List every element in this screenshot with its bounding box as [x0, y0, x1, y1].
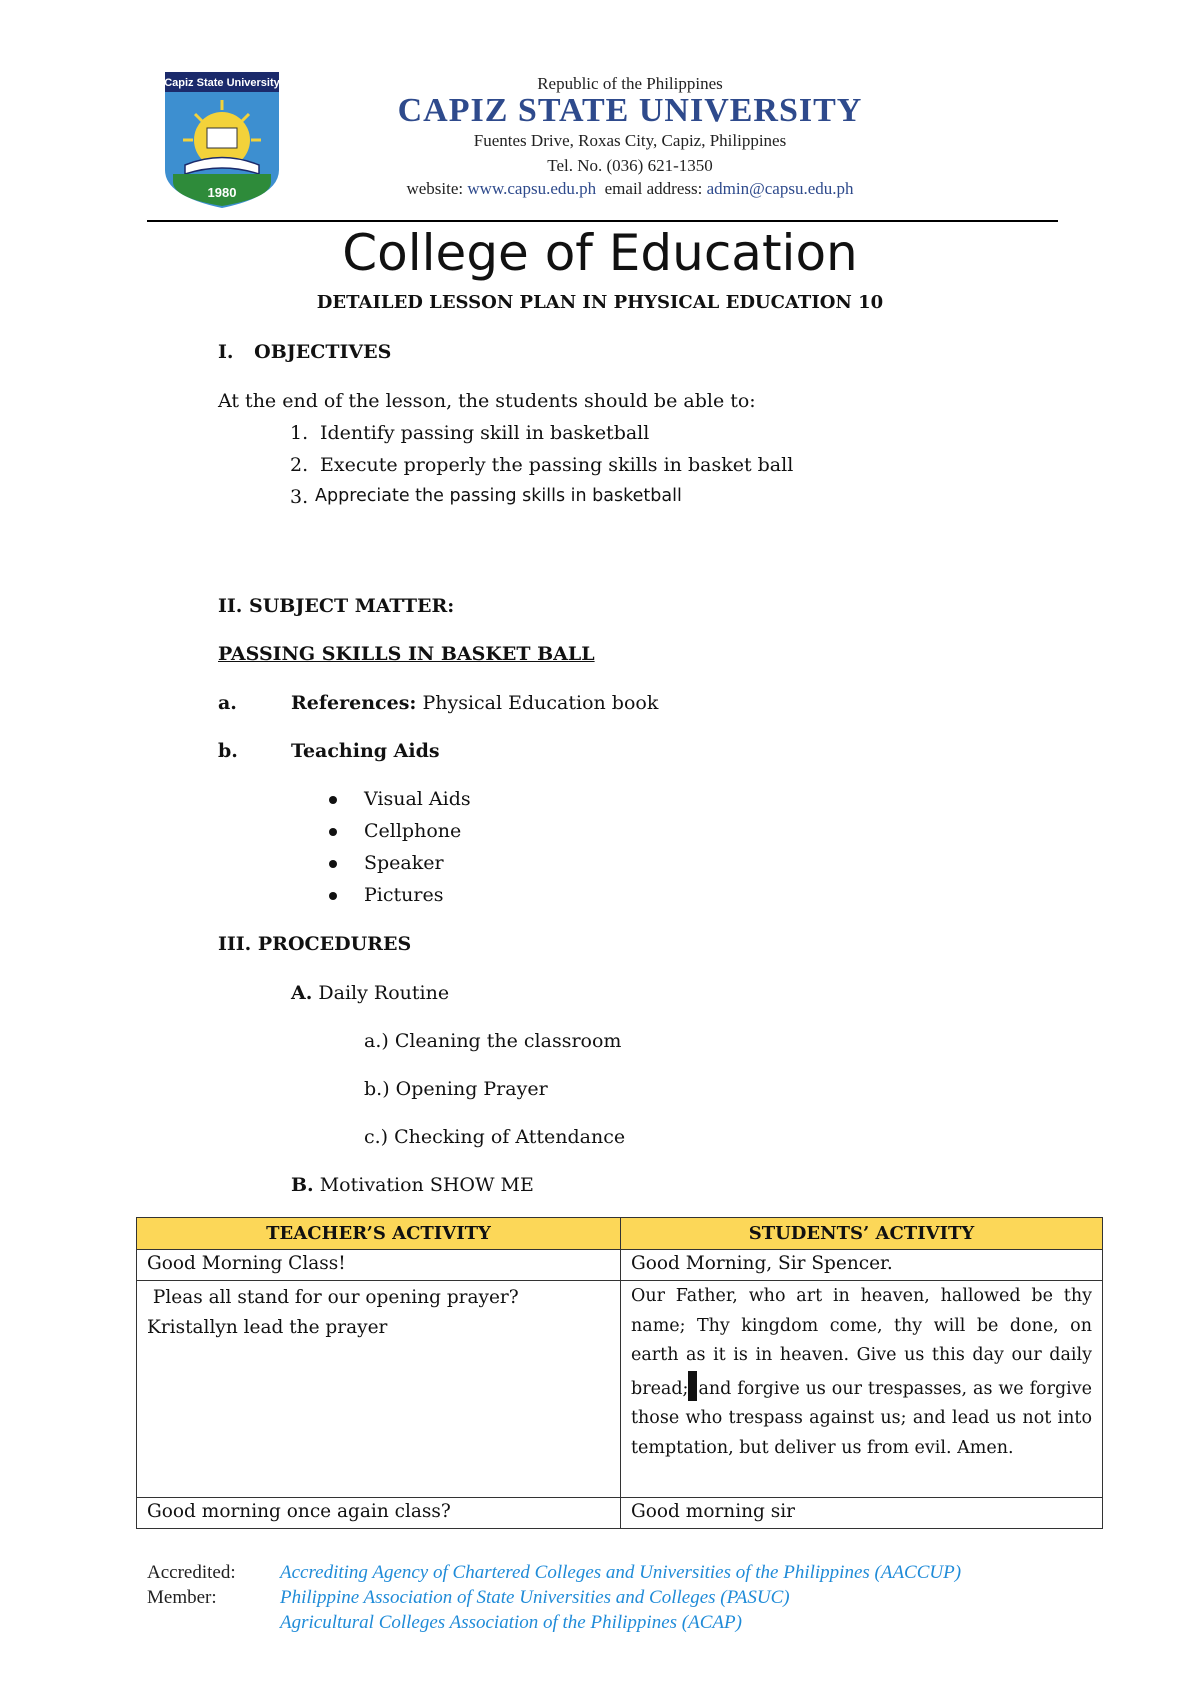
address-line: Fuentes Drive, Roxas City, Capiz, Philippines: [473, 131, 787, 150]
prayer-text-part1: Our Father, who art in heaven, hallowed be thy name; Thy kingdom come, thy will be done, on earth as it is in heaven. Give us this day our daily bread;: [631, 1286, 1092, 1399]
teaching-aids-label: Teaching Aids: [291, 740, 440, 762]
table-row: [137, 1281, 1103, 1498]
accredited-label: Accredited:: [147, 1562, 236, 1583]
activity-table: [136, 1217, 1103, 1529]
teacher-activity-header: TEACHER’S ACTIVITY: [137, 1218, 621, 1250]
student-cell: Good Morning, Sir Spencer.: [621, 1250, 1103, 1281]
objective-num-2: 2.: [290, 454, 309, 476]
references-letter: a.: [218, 692, 237, 714]
header-divider: [147, 220, 1058, 222]
teacher-cell: Good Morning Class!: [137, 1250, 621, 1281]
table-header-row: [137, 1218, 1103, 1250]
email-label: email address:: [604, 179, 703, 198]
students-activity-header: STUDENTS’ ACTIVITY: [621, 1218, 1103, 1250]
accredited-text: Accrediting Agency of Chartered Colleges and Universities of the Philippines (AACCUP): [280, 1562, 962, 1583]
procedures-heading: III. PROCEDURES: [218, 933, 412, 955]
teaching-aids-letter: b.: [218, 740, 238, 762]
routine-item: a.) Cleaning the classroom: [364, 1030, 622, 1052]
objectives-intro: At the end of the lesson, the students should be able to:: [218, 390, 756, 412]
objectives-heading: [218, 340, 391, 364]
text-cursor: [688, 1371, 697, 1401]
objective-text-1: Identify passing skill in basketball: [320, 422, 650, 444]
college-title: College of Education: [342, 224, 858, 282]
university-logo: [163, 70, 281, 210]
member-text: Philippine Association of State Universities and Colleges (PASUC): [280, 1587, 790, 1608]
references-line: [291, 691, 658, 715]
teacher-cell-line: Kristallyn lead the prayer: [147, 1317, 388, 1338]
routine-item: c.) Checking of Attendance: [364, 1126, 626, 1148]
contact-line: [330, 179, 930, 199]
teaching-aid-item: Cellphone: [364, 820, 462, 842]
student-cell: [621, 1281, 1103, 1498]
prayer-text-part2: and forgive us our trespasses, as we forgive those who trespass against us; and lead us not into temptation, but deliver us from evil. Amen.: [631, 1378, 1092, 1458]
table-row: [137, 1250, 1103, 1281]
logo-text: Capiz State University: [164, 77, 280, 89]
objective-num-3: 3.: [290, 486, 309, 508]
motivation-text: Motivation SHOW ME: [313, 1174, 534, 1196]
objective-text-3: Appreciate the passing skills in basketball: [315, 486, 682, 506]
telephone-line: Tel. No. (036) 621-1350: [547, 156, 713, 175]
objectives-label: OBJECTIVES: [254, 341, 392, 363]
routine-item: b.) Opening Prayer: [364, 1078, 548, 1100]
teaching-aid-item: Pictures: [364, 884, 444, 906]
teacher-cell: Good morning once again class?: [137, 1498, 621, 1529]
daily-routine-text: Daily Routine: [312, 982, 450, 1004]
bullet-icon: [329, 860, 337, 868]
student-cell: Good morning sir: [621, 1498, 1103, 1529]
subject-topic: PASSING SKILLS IN BASKET BALL: [218, 643, 595, 665]
objective-text-2: Execute properly the passing skills in basket ball: [320, 454, 794, 476]
objective-num-1: 1.: [290, 422, 309, 444]
references-value: Physical Education book: [416, 692, 659, 714]
teaching-aid-item: Speaker: [364, 852, 444, 874]
email-link[interactable]: admin@capsu.edu.ph: [706, 179, 854, 198]
university-name: CAPIZ STATE UNIVERSITY: [397, 92, 863, 129]
teacher-cell: [137, 1281, 621, 1498]
motivation-line: [291, 1173, 534, 1197]
table-row: [137, 1498, 1103, 1529]
republic-line: Republic of the Philippines: [537, 74, 723, 93]
member-text: Agricultural Colleges Association of the Philippines (ACAP): [280, 1612, 742, 1633]
website-label: website:: [406, 179, 464, 198]
bullet-icon: [329, 796, 337, 804]
website-link[interactable]: www.capsu.edu.ph: [467, 179, 597, 198]
daily-routine-letter: A.: [291, 982, 313, 1004]
objectives-number: I.: [218, 341, 234, 363]
member-label: Member:: [147, 1587, 217, 1608]
teacher-cell-line: Pleas all stand for our opening prayer?: [147, 1287, 519, 1308]
motivation-letter: B.: [291, 1174, 314, 1196]
lesson-plan-title: DETAILED LESSON PLAN IN PHYSICAL EDUCATION 10: [316, 292, 884, 313]
references-label: References:: [291, 692, 417, 714]
bullet-icon: [329, 828, 337, 836]
daily-routine-line: [291, 981, 449, 1005]
subject-matter-heading: II. SUBJECT MATTER:: [218, 595, 455, 617]
bullet-icon: [329, 892, 337, 900]
logo-year: 1980: [207, 185, 237, 200]
teaching-aid-item: Visual Aids: [364, 788, 471, 810]
